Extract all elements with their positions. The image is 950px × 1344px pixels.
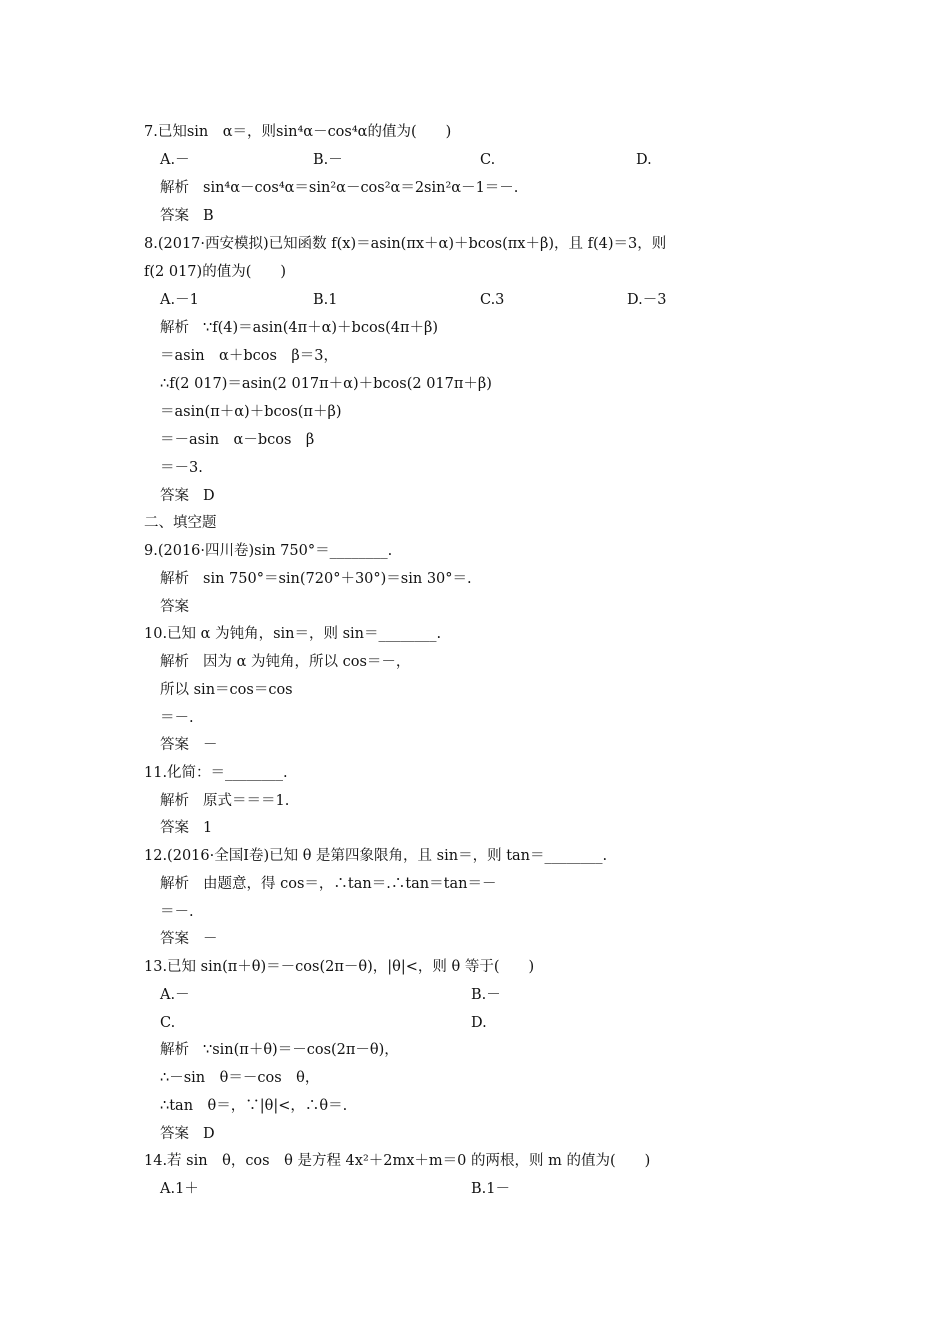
q13-stem: 13.已知 sin(π＋θ)＝－cos(2π－θ)，|θ|<，则 θ 等于( ) xyxy=(144,959,535,975)
q8-step-6: ＝－3. xyxy=(160,460,203,476)
q8-stem-line1: 8.(2017·西安模拟)已知函数 f(x)＝asin(πx＋α)＋bcos(πx＋β)，且 f(4)＝3，则 xyxy=(144,236,667,252)
analysis-label: 解析 xyxy=(160,876,189,892)
q11-answer-value: 1 xyxy=(203,820,213,836)
q7-option-d: D. xyxy=(636,152,652,168)
q13-analysis-text: ∵sin(π＋θ)＝－cos(2π－θ)， xyxy=(203,1042,399,1058)
answer-label: 答案 xyxy=(160,737,189,753)
q8-stem-line2: f(2 017)的值为( ) xyxy=(144,264,287,280)
q14-option-b: B.1－ xyxy=(471,1181,510,1197)
q7-answer xyxy=(160,206,214,226)
q10-analysis xyxy=(160,652,410,672)
q8-step-4: ＝asin(π＋α)＋bcos(π＋β) xyxy=(160,404,342,420)
q8-option-b: B.1 xyxy=(313,292,338,308)
q12-analysis-text: 由题意，得 cos＝，∴tan＝.∴tan＝tan＝－ xyxy=(203,876,497,892)
q13-analysis xyxy=(160,1040,399,1060)
q13-option-d: D. xyxy=(471,1015,487,1031)
q14-option-a: A.1＋ xyxy=(160,1181,199,1197)
answer-label: 答案 xyxy=(160,1126,189,1142)
q13-answer xyxy=(160,1124,215,1144)
q11-stem: 11.化简：＝________. xyxy=(144,765,288,781)
q10-step-2: 所以 sin＝cos＝cos xyxy=(160,682,293,698)
q9-analysis-text: sin 750°＝sin(720°＋30°)＝sin 30°＝. xyxy=(203,571,472,587)
answer-label: 答案 xyxy=(160,820,189,836)
q12-answer xyxy=(160,929,218,949)
answer-label: 答案 xyxy=(160,599,189,615)
q13-option-c: C. xyxy=(160,1015,176,1031)
q12-stem: 12.(2016·全国Ⅰ卷)已知 θ 是第四象限角，且 sin＝，则 tan＝________. xyxy=(144,848,608,864)
q8-option-c: C.3 xyxy=(480,292,505,308)
q9-stem: 9.(2016·四川卷)sin 750°＝________. xyxy=(144,543,393,559)
analysis-label: 解析 xyxy=(160,180,189,196)
q12-answer-value: － xyxy=(203,931,218,947)
q7-stem: 7.已知sin α＝，则sin⁴α－cos⁴α的值为( ) xyxy=(144,124,452,140)
q11-analysis-text: 原式＝＝＝1. xyxy=(203,793,290,809)
q13-step-2: ∴－sin θ＝－cos θ， xyxy=(160,1070,320,1086)
q10-answer xyxy=(160,735,218,755)
q10-stem: 10.已知 α 为钝角，sin＝，则 sin＝________. xyxy=(144,626,442,642)
q7-analysis-text: sin⁴α－cos⁴α＝sin²α－cos²α＝2sin²α－1＝－. xyxy=(203,180,519,196)
q10-step-3: ＝－. xyxy=(160,710,194,726)
q8-answer xyxy=(160,486,215,506)
analysis-label: 解析 xyxy=(160,654,189,670)
q7-answer-value: B xyxy=(203,208,214,224)
answer-label: 答案 xyxy=(160,931,189,947)
q8-step-1: ∵f(4)＝asin(4π＋α)＋bcos(4π＋β) xyxy=(203,320,439,336)
q11-answer xyxy=(160,818,212,838)
q7-option-a: A.－ xyxy=(160,152,190,168)
q14-stem: 14.若 sin θ，cos θ 是方程 4x²＋2mx＋m＝0 的两根，则 m 的值为( ) xyxy=(144,1153,651,1169)
q9-analysis xyxy=(160,569,472,589)
q8-analysis xyxy=(160,318,438,338)
analysis-label: 解析 xyxy=(160,320,189,336)
q8-step-3: ∴f(2 017)＝asin(2 017π＋α)＋bcos(2 017π＋β) xyxy=(160,376,492,392)
q9-answer xyxy=(160,597,203,617)
q11-analysis xyxy=(160,791,289,811)
q13-option-a: A.－ xyxy=(160,987,190,1003)
q13-option-b: B.－ xyxy=(471,987,501,1003)
q8-answer-value: D xyxy=(203,488,215,504)
q13-answer-value: D xyxy=(203,1126,215,1142)
q8-option-d: D.－3 xyxy=(627,292,667,308)
analysis-label: 解析 xyxy=(160,571,189,587)
q13-step-3: ∴tan θ＝，∵|θ|<，∴θ＝. xyxy=(160,1098,348,1114)
q12-step-2: ＝－. xyxy=(160,904,194,920)
q8-step-2: ＝asin α＋bcos β＝3， xyxy=(160,348,339,364)
analysis-label: 解析 xyxy=(160,793,189,809)
q7-analysis xyxy=(160,178,518,198)
q10-answer-value: － xyxy=(203,737,218,753)
q10-analysis-text: 因为 α 为钝角，所以 cos＝－， xyxy=(203,654,411,670)
analysis-label: 解析 xyxy=(160,1042,189,1058)
answer-label: 答案 xyxy=(160,208,189,224)
answer-label: 答案 xyxy=(160,488,189,504)
q7-option-c: C. xyxy=(480,152,496,168)
q7-option-b: B.－ xyxy=(313,152,343,168)
q8-option-a: A.－1 xyxy=(160,292,199,308)
section-heading: 二、填空题 xyxy=(144,515,217,531)
q12-analysis xyxy=(160,874,496,894)
q8-step-5: ＝－asin α－bcos β xyxy=(160,432,315,448)
